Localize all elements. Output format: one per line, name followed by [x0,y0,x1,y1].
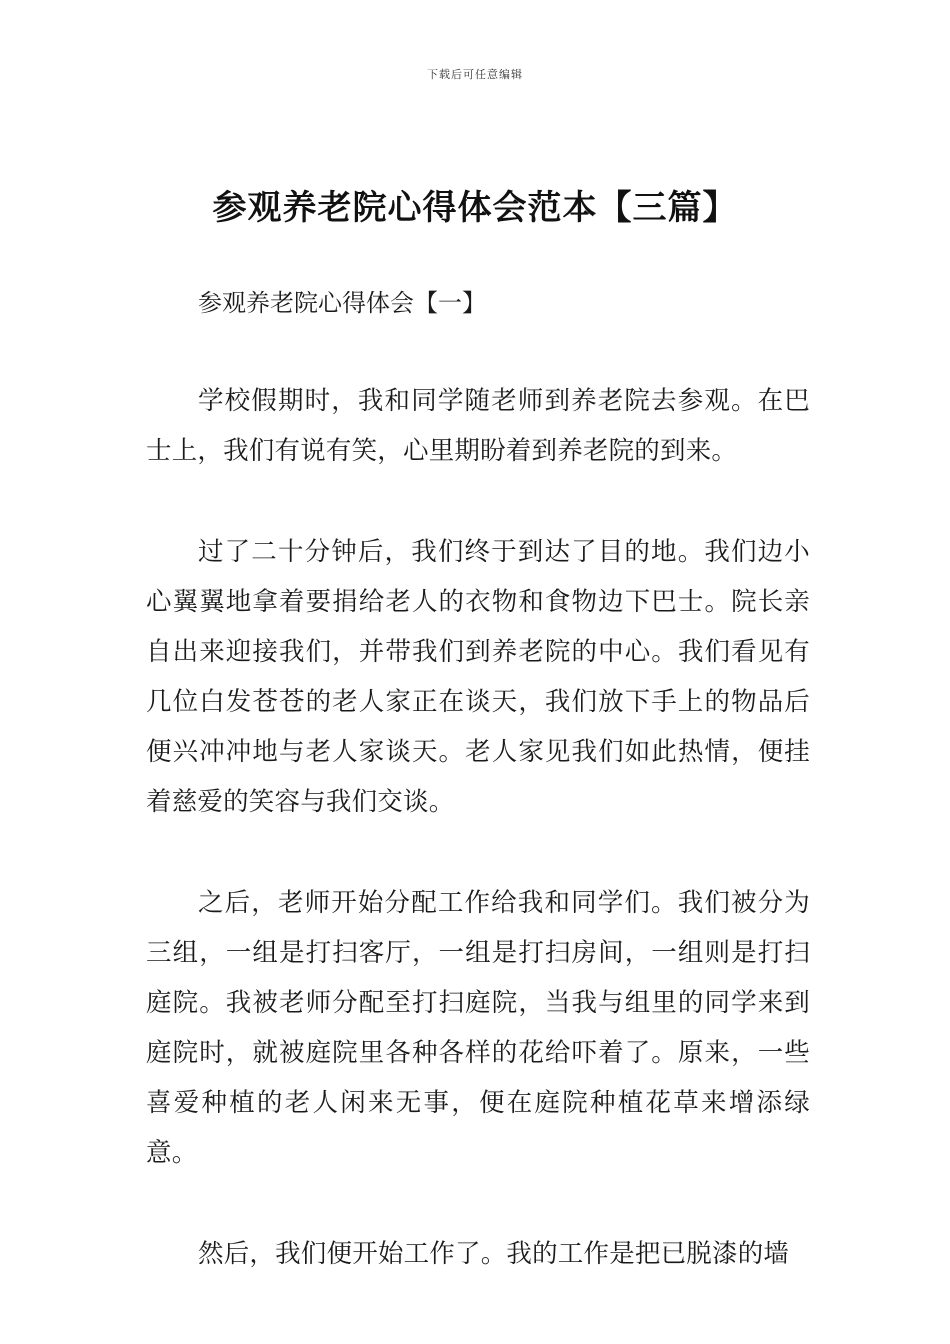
paragraph: 之后，老师开始分配工作给我和同学们。我们被分为三组，一组是打扫客厅，一组是打扫房间，一组则是打扫庭院。我被老师分配至打扫庭院，当我与组里的同学来到庭院时，就被庭院里各种各样的花给吓着了。原来，一些喜爱种植的老人闲来无事，便在庭院种植花草来增添绿意。 [146,888,810,1168]
section-heading: 参观养老院心得体会【一】 [198,289,486,317]
paragraph: 过了二十分钟后，我们终于到达了目的地。我们边小心翼翼地拿着要捐给老人的衣物和食物边下巴士。院长亲自出来迎接我们，并带我们到养老院的中心。我们看见有几位白发苍苍的老人家正在谈天，我们放下手上的物品后便兴冲冲地与老人家谈天。老人家见我们如此热情，便挂着慈爱的笑容与我们交谈。 [146,537,810,817]
document-body [146,376,810,1330]
document-title: 参观养老院心得体会范本【三篇】 [212,188,738,228]
paragraph: 然后，我们便开始工作了。我的工作是把已脱漆的墙 [198,1239,790,1269]
header-note: 下载后可任意编辑 [427,68,523,81]
paragraph: 学校假期时，我和同学随老师到养老院去参观。在巴士上，我们有说有笑，心里期盼着到养老院的到来。 [146,386,810,466]
